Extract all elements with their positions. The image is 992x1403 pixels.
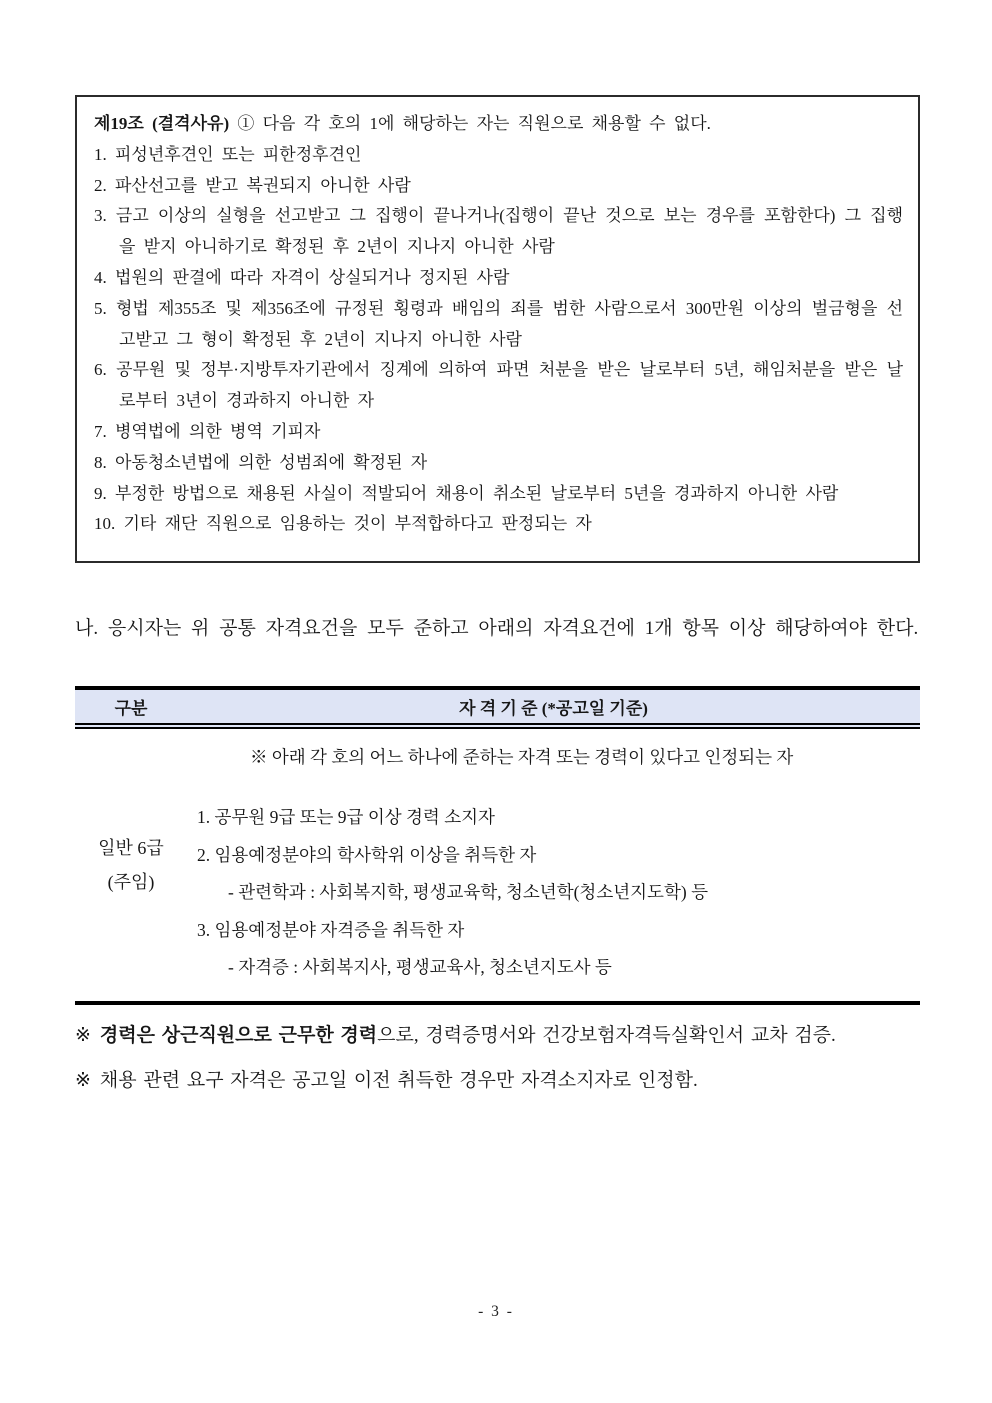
item-text: 병역법에 의한 병역 기피자 <box>115 421 321 441</box>
item-text: 임용예정분야의 학사학위 이상을 취득한 자 <box>214 844 537 865</box>
disqualification-item-8 <box>94 448 903 479</box>
item-text: 임용예정분야 자격증을 취득한 자 <box>214 919 465 940</box>
disqualification-item-7 <box>94 417 903 448</box>
disqualification-item-5 <box>94 294 903 356</box>
item-text: 형법 제355조 및 제356조에 규정된 횡령과 배임의 죄를 범한 사람으로서 300만원 이상의 벌금형을 선고받고 그 형이 확정된 후 2년이 지나지 아니한 사람 <box>115 298 903 349</box>
item-text: 공무원 9급 또는 9급 이상 경력 소지자 <box>214 807 495 827</box>
item-text: 공무원 및 정부·지방투자기관에서 징계에 의하여 파면 처분을 받은 날로부터 5년, 해임처분을 받은 날로부터 3년이 경과하지 아니한 자 <box>116 360 904 411</box>
table-body-row <box>75 729 920 1005</box>
item-number: 2. <box>94 175 107 195</box>
article-19-title-rest: ① 다음 각 호의 1에 해당하는 자는 직원으로 채용할 수 없다. <box>237 114 711 133</box>
criteria-item-1 <box>197 799 912 837</box>
footnote-1 <box>75 1013 945 1058</box>
article-19-title <box>94 109 903 140</box>
criteria-cell <box>187 729 920 1001</box>
reference-mark-icon: ※ <box>75 1070 91 1091</box>
section-na-paragraph <box>75 610 921 647</box>
criteria-item-2-sub: - 관련학과 : 사회복지학, 평생교육학, 청소년학(청소년지도학) 등 <box>228 882 708 902</box>
item-number: 1. <box>94 144 107 164</box>
item-text: 부정한 방법으로 채용된 사실이 적발되어 채용이 취소된 날로부터 5년을 경과하지 아니한 사람 <box>115 483 839 503</box>
category-title: (주임) <box>107 871 155 892</box>
criteria-item-3-sub: - 자격증 : 사회복지사, 평생교육사, 청소년지도사 등 <box>228 957 612 977</box>
qualification-table <box>75 686 920 1005</box>
footnote-1-bold: 경력은 상근직원으로 근무한 경력 <box>99 1025 378 1046</box>
disqualification-item-4 <box>94 263 903 294</box>
category-cell <box>75 729 187 1001</box>
table-header-row <box>75 686 920 729</box>
item-number: 1. <box>197 807 211 827</box>
item-number: 3. <box>94 206 107 226</box>
section-na-text: 응시자는 위 공통 자격요건을 모두 준하고 아래의 자격요건에 1개 항목 이상 해당하여야 한다. <box>107 618 919 639</box>
item-text: 파산선고를 받고 복권되지 아니한 사람 <box>115 175 411 195</box>
item-number: 6. <box>94 360 107 380</box>
disqualification-item-6 <box>94 355 903 417</box>
criteria-item-3 <box>197 912 912 950</box>
disqualification-item-9 <box>94 479 903 510</box>
item-number: 4. <box>94 267 107 287</box>
section-na-label: 나. <box>75 618 99 639</box>
footnote-2 <box>75 1058 945 1103</box>
disqualification-item-3 <box>94 201 903 263</box>
disqualification-item-1 <box>94 140 903 171</box>
footnote-2-text: 채용 관련 요구 자격은 공고일 이전 취득한 경우만 자격소지자로 인정함. <box>99 1070 698 1091</box>
category-grade: 일반 6급 <box>98 837 164 858</box>
header-cell-criteria: 자 격 기 준 (*공고일 기준) <box>459 699 648 718</box>
item-number: 7. <box>94 421 107 441</box>
article-19-box <box>75 95 920 563</box>
page-number: - 3 - <box>478 1303 514 1320</box>
item-number: 2. <box>197 844 211 865</box>
item-text: 피성년후견인 또는 피한정후견인 <box>115 144 362 164</box>
criteria-note: ※ 아래 각 호의 어느 하나에 준하는 자격 또는 경력이 있다고 인정되는 자 <box>250 747 794 767</box>
item-text: 금고 이상의 실형을 선고받고 그 집행이 끝나거나(집행이 끝난 것으로 보는 경우를 포함한다) 그 집행을 받지 아니하기로 확정된 후 2년이 지나지 아니한 사람 <box>115 206 904 257</box>
item-text: 법원의 판결에 따라 자격이 상실되거나 정지된 사람 <box>115 267 510 287</box>
item-number: 8. <box>94 452 107 472</box>
disqualification-item-2 <box>94 171 903 202</box>
footnote-1-text: 으로, 경력증명서와 건강보험자격득실확인서 교차 검증. <box>377 1025 836 1046</box>
footnotes-section <box>75 1013 945 1103</box>
item-number: 3. <box>197 919 211 940</box>
item-text: 기타 재단 직원으로 임용하는 것이 부적합하다고 판정되는 자 <box>123 514 592 534</box>
item-text: 아동청소년법에 의한 성범죄에 확정된 자 <box>115 452 428 472</box>
criteria-item-list <box>197 799 912 987</box>
reference-mark-icon: ※ <box>75 1025 91 1046</box>
item-number: 5. <box>94 298 107 318</box>
criteria-item-2 <box>197 837 912 875</box>
header-cell-category: 구분 <box>114 699 148 718</box>
article-19-title-bold: 제19조 (결격사유) <box>94 114 230 133</box>
item-number: 10. <box>94 514 116 534</box>
disqualification-item-10 <box>94 509 903 540</box>
item-number: 9. <box>94 483 107 503</box>
